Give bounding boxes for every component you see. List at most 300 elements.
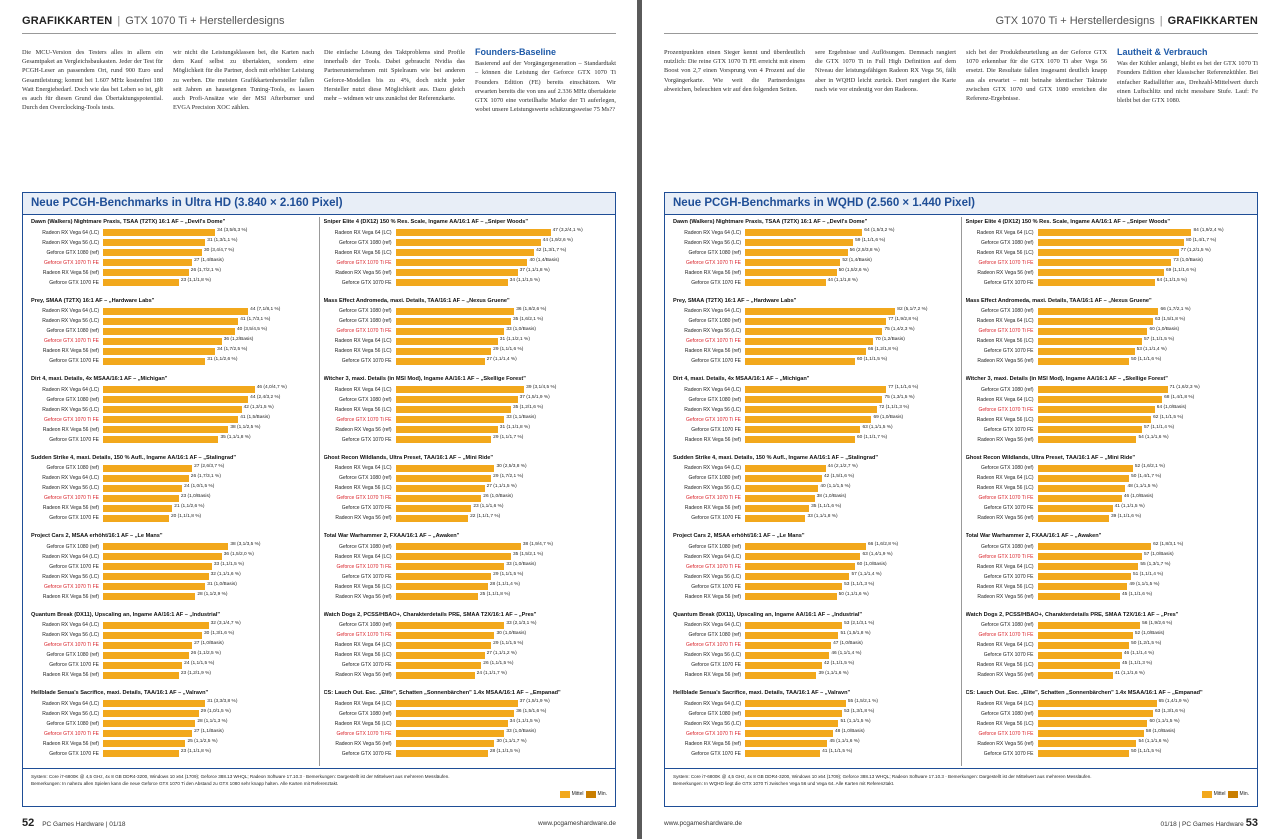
- bar-row: [324, 709, 608, 719]
- bar: [103, 406, 242, 413]
- bar-track: [745, 406, 957, 413]
- bar-track: [1038, 622, 1250, 629]
- bar: [745, 573, 849, 580]
- bar-value: 36 (1,5/2,0 %): [223, 552, 254, 557]
- bar-value: 29 (1,1/1,5 %): [493, 572, 524, 577]
- bar-value: 41 (1,5/Basis): [240, 415, 270, 420]
- bar-row: [673, 463, 957, 473]
- bar-value: 22 (1,1/1,7 %): [470, 513, 501, 519]
- bar-row: [31, 326, 315, 336]
- bar-value: 64 (1,1/1,5 %): [1156, 278, 1187, 283]
- bar-value: 73 (1,0/Basis): [1173, 258, 1203, 263]
- bar-label: Geforce GTX 1080 (ref): [338, 318, 392, 324]
- bar: [745, 583, 842, 590]
- bar-track: [745, 465, 957, 472]
- benchmark-game: [324, 376, 608, 455]
- bar-label: Geforce GTX 1070 FE: [49, 563, 99, 570]
- bar-label: Geforce GTX 1080 (ref): [338, 308, 392, 314]
- benchmark-game: [324, 533, 608, 612]
- header-rule: [664, 33, 1258, 34]
- bar-row: [673, 493, 957, 503]
- bar-row: [324, 405, 608, 415]
- bar: [745, 495, 815, 502]
- bar-value: 47 (1,0/Basis): [833, 640, 863, 646]
- bar-row: [31, 542, 315, 552]
- bar: [1038, 583, 1128, 590]
- bar-label: Radeon RX Vega 56 (ref): [977, 436, 1034, 443]
- bar-track: [1038, 740, 1250, 747]
- bar-track: [1038, 249, 1250, 256]
- bar-value: 82 (5,1/7,2 %): [897, 306, 928, 312]
- bar-value: 44 (1,9/2,6 %): [542, 238, 573, 243]
- bar-label: Geforce GTX 1080 (ref): [338, 396, 392, 403]
- bar-label: Geforce GTX 1070 Ti FE: [978, 632, 1034, 638]
- bar-value: 21 (1,1/2,6 %): [174, 503, 205, 509]
- bar-label: Geforce GTX 1080 (ref): [980, 622, 1034, 628]
- bar-row: [324, 493, 608, 503]
- bar-row: [31, 473, 315, 483]
- bar-label: Radeon RX Vega 56 (ref): [684, 740, 741, 747]
- bar: [396, 583, 488, 590]
- bar-value: 29 (1,0/1,5 %): [200, 709, 231, 714]
- section-label: GRAFIKKARTEN: [22, 15, 113, 27]
- bar-label: Radeon RX Vega 64 (LC): [976, 563, 1034, 570]
- bar-label: Geforce GTX 1070 Ti FE: [978, 328, 1034, 334]
- bar-track: [396, 416, 608, 423]
- bar-value: 38 (3,1/3,5 %): [230, 542, 261, 547]
- bar: [396, 642, 492, 649]
- bar-row: [324, 503, 608, 513]
- bar-value: 57 (1,1/1,5 %): [1143, 336, 1175, 342]
- bar-label: Geforce GTX 1070 FE: [691, 515, 741, 521]
- bar-row: [324, 385, 608, 395]
- bar-row: [673, 650, 957, 660]
- bar-row: [673, 346, 957, 356]
- bar-label: Geforce GTX 1070 Ti FE: [685, 730, 741, 737]
- bar-row: [31, 660, 315, 670]
- bar-value: 32 (1,1/1,6 %): [210, 572, 241, 577]
- bar-label: Geforce GTX 1070 FE: [983, 652, 1034, 658]
- bar-row: [966, 435, 1250, 445]
- bar-value: 26 (1,0/Basis): [483, 493, 513, 499]
- paragraph: Basierend auf der Vorgängergeneration – Standardtakt – können die Leistung der Geforce GTX 1070 Ti Founders Edition (FE) bereits einschätzen. Wir erwarten bereits die von uns auf 2.336 MHz übertaktete GTX 1070 eine vorteilhafte Marke der Ti auferlegen, wobei unsere Leistungswerte schätzungsweise 75 Ms??: [475, 60, 616, 114]
- bar-row: [324, 228, 608, 238]
- bar: [1038, 406, 1155, 413]
- bar-track: [745, 750, 957, 757]
- bar-track: [396, 710, 608, 717]
- footnote-remarks: Bemerkungen: In nahezu allen Spielen kann die neue Geforce GTX 1070 Ti den Abstand zu GTX 1080 sehr knapp halten. Alle Karten mit Referenztakt.: [31, 781, 339, 786]
- bar-value: 27 (1,1/1,5 %): [486, 483, 517, 489]
- bar-row: [966, 552, 1250, 562]
- bar-value: 29 (1,7/2,1 %): [493, 473, 524, 479]
- bar-row: [966, 749, 1250, 759]
- bar-row: [673, 660, 957, 670]
- bar-row: [31, 346, 315, 356]
- bar: [745, 279, 826, 286]
- bar-row: [31, 670, 315, 680]
- bar-track: [745, 622, 957, 629]
- bar: [103, 543, 228, 550]
- bar-label: Geforce GTX 1070 FE: [691, 583, 741, 590]
- bar-label: Geforce GTX 1070 FE: [49, 358, 99, 364]
- bar-value: 50 (1,5/2,6 %): [838, 268, 869, 273]
- bar-label: Radeon RX Vega 56 (ref): [42, 269, 99, 276]
- bar: [1038, 543, 1152, 550]
- bar-label: Geforce GTX 1070 FE: [341, 505, 392, 511]
- bar-value: 36 (1,2/Basis): [223, 336, 254, 342]
- bar-value: 35 (1,5/2,1 %): [512, 552, 544, 557]
- bar-track: [103, 700, 315, 707]
- bar-value: 30 (1,1/1,7 %): [496, 739, 527, 744]
- bar-track: [1038, 563, 1250, 570]
- paragraph: sere Ergebnisse und Auflösungen. Demnach rangiert die GTX 1070 Ti in Full High Definition auf dem Niveau der leistungsfähigen Radeon RX Vega 56, fällt aber in WQHD leicht zurück. Dort rangiert die Karte nach wie vor eindeutig vor den Radeons.: [815, 49, 956, 93]
- bar-track: [103, 338, 315, 345]
- subheading: Lautheit & Verbrauch: [1117, 48, 1208, 57]
- bar-label: Radeon RX Vega 56 (LC): [684, 328, 741, 334]
- game-title: Watch Dogs 2, PCSS/HBAO+, Charakterdetails PRE, SMAA T2X/16:1 AF – „Pres": [965, 611, 1179, 618]
- bar-value: 40 (1,4/Basis): [529, 258, 560, 263]
- bar: [396, 396, 518, 403]
- text-column: [664, 48, 805, 186]
- bar-row: [966, 326, 1250, 336]
- bar-row: [673, 278, 957, 288]
- benchmark-game: [31, 612, 315, 691]
- bar-track: [1038, 426, 1250, 433]
- bar-value: 66 (1,6/2,8 %): [867, 542, 899, 547]
- bar-track: [396, 436, 608, 443]
- bar-value: 60 (1,1/1,5 %): [1149, 719, 1180, 724]
- bar: [103, 515, 169, 522]
- bar-value: 33 (1,0/Basis): [506, 326, 536, 332]
- bar-label: Radeon RX Vega 56 (LC): [42, 573, 99, 580]
- bar: [745, 465, 826, 472]
- bar-row: [31, 640, 315, 650]
- bar: [745, 543, 866, 550]
- bar-label: Radeon RX Vega 64 (LC): [334, 229, 392, 236]
- bar-row: [324, 356, 608, 366]
- bar-value: 46 (1,0/Basis): [1123, 493, 1154, 499]
- bar-value: 34 (1,1/1,5 %): [509, 278, 540, 283]
- bar: [396, 338, 498, 345]
- bar: [103, 229, 215, 236]
- bar-label: Radeon RX Vega 64 (LC): [976, 700, 1034, 707]
- bar-track: [103, 436, 315, 443]
- bar-row: [324, 463, 608, 473]
- game-title: Sudden Strike 4, maxi. Details, 150 % Aufl., Ingame AA/16:1 AF – „Stalingrad": [673, 454, 879, 461]
- bar-track: [103, 426, 315, 433]
- bar-row: [31, 278, 315, 288]
- topic-label: GTX 1070 Ti + Herstellerdesigns: [995, 15, 1155, 27]
- bar-value: 57 (1,1/1,4 %): [851, 572, 882, 577]
- bar-track: [1038, 672, 1250, 679]
- bar-label: Geforce GTX 1070 Ti FE: [43, 416, 99, 423]
- bar-value: 75 (1,4/2,3 %): [884, 326, 915, 332]
- bar-row: [966, 463, 1250, 473]
- bar: [396, 700, 518, 707]
- bar: [396, 515, 469, 522]
- bar-value: 60 (1,1/1,5 %): [856, 356, 888, 362]
- bar-label: Geforce GTX 1070 Ti FE: [336, 632, 392, 638]
- bar-value: 53 (1,1/1,4 %): [1136, 346, 1167, 352]
- bar-track: [103, 358, 315, 365]
- bar: [745, 720, 838, 727]
- bar-value: 53 (2,1/3,1 %): [844, 620, 875, 626]
- bar-track: [103, 573, 315, 580]
- bar-track: [396, 308, 608, 315]
- bar-track: [396, 573, 608, 580]
- bar-value: 28 (1,1/1,5 %): [489, 749, 521, 754]
- bar: [1038, 348, 1135, 355]
- bar-track: [745, 662, 957, 669]
- bar-track: [103, 710, 315, 717]
- bar-label: Radeon RX Vega 56 (ref): [42, 505, 99, 511]
- bar: [745, 229, 862, 236]
- bar-label: Radeon RX Vega 64 (LC): [334, 465, 392, 471]
- bar-row: [673, 395, 957, 405]
- bar-track: [1038, 573, 1250, 580]
- bar-track: [1038, 308, 1250, 315]
- game-title: CS: Lauch Out. Esc. „Elite", Schatten „Sonnenbärchen" 1.4x MSAA/16:1 AF – „Empanad": [965, 690, 1203, 696]
- website-url[interactable]: www.pcgameshardware.de: [664, 819, 743, 827]
- benchmark-game: [31, 690, 315, 769]
- game-title: Hellblade Senua's Sacrifice, maxi. Details, TAA/16:1 AF – „Valravn": [31, 690, 209, 696]
- bar-row: [31, 513, 315, 523]
- bar-value: 30 (3,4/4,7 %): [203, 248, 235, 253]
- bar-label: Radeon RX Vega 56 (LC): [334, 720, 392, 727]
- benchmark-title: Neue PCGH-Benchmarks in Ultra HD (3.840 × 2.160 Pixel): [23, 193, 615, 215]
- benchmark-game: [966, 455, 1250, 534]
- bar-value: 45 (1,1/1,6 %): [1121, 592, 1153, 597]
- bar-row: [966, 395, 1250, 405]
- bar-value: 28 (1,1/1,4 %): [489, 582, 521, 587]
- bar-value: 31 (1,1/1,8 %): [499, 425, 530, 430]
- bar-row: [31, 749, 315, 759]
- chart-legend: [1202, 791, 1249, 798]
- bar-label: Radeon RX Vega 64 (LC): [42, 308, 99, 314]
- benchmark-game: [673, 455, 957, 534]
- bar-label: Radeon RX Vega 64 (LC): [42, 475, 99, 481]
- bar-row: [324, 650, 608, 660]
- bar-row: [31, 650, 315, 660]
- bar-row: [31, 415, 315, 425]
- bar-row: [966, 582, 1250, 592]
- bar-track: [103, 328, 315, 335]
- bar-label: Geforce GTX 1070 Ti FE: [43, 730, 99, 737]
- bar-row: [31, 258, 315, 268]
- bar-label: Radeon RX Vega 56 (LC): [976, 485, 1034, 491]
- bar-track: [103, 239, 315, 246]
- bar-label: Geforce GTX 1080 (ref): [46, 465, 99, 471]
- bar-value: 26 (1,7/3,1 %): [190, 473, 221, 479]
- bar: [745, 348, 866, 355]
- bar: [103, 436, 218, 443]
- bar-label: Geforce GTX 1070 Ti FE: [978, 259, 1034, 266]
- bar-track: [396, 495, 608, 502]
- game-title: Quantum Break (DX11), Upscaling an, Ingame AA/16:1 AF – „Industrial": [31, 611, 221, 618]
- game-title: Quantum Break (DX11), Upscaling an, Ingame AA/16:1 AF – „Industrial": [673, 611, 863, 618]
- bar: [1038, 239, 1185, 246]
- bar-value: 29 (1,1/1,5 %): [493, 640, 524, 646]
- game-title: Project Cars 2, MSAA erhöht/16:1 AF – „Le Mans": [673, 533, 805, 539]
- bar-row: [966, 699, 1250, 709]
- bar-row: [31, 582, 315, 592]
- bar-track: [1038, 229, 1250, 236]
- bar-row: [324, 739, 608, 749]
- bar-track: [1038, 730, 1250, 737]
- bar-label: Geforce GTX 1070 Ti FE: [685, 338, 741, 344]
- bar-label: Geforce GTX 1080 (ref): [46, 652, 99, 658]
- bar-track: [396, 720, 608, 727]
- bar-row: [966, 709, 1250, 719]
- bar-track: [745, 259, 957, 266]
- bar: [1038, 328, 1148, 335]
- bar: [396, 386, 525, 393]
- bar-value: 24 (1,0/1,5 %): [184, 483, 215, 489]
- benchmark-game: [673, 612, 957, 691]
- bar-value: 38 (1,9/4,7 %): [522, 542, 554, 547]
- bar-label: Geforce GTX 1080 (ref): [46, 543, 99, 550]
- bar-label: Geforce GTX 1080 (ref): [46, 396, 99, 403]
- bar-value: 37 (1,5/1,9 %): [519, 395, 550, 400]
- bar-value: 62 (1,1/1,5 %): [1153, 415, 1184, 420]
- bar-row: [31, 719, 315, 729]
- bar-row: [673, 709, 957, 719]
- bar-row: [324, 749, 608, 759]
- benchmark-game: [673, 298, 957, 377]
- bar-value: 50 (1,1/1,6 %): [1131, 356, 1162, 362]
- bar: [1038, 573, 1131, 580]
- bar: [1038, 672, 1113, 679]
- bar-track: [745, 583, 957, 590]
- bar-track: [103, 318, 315, 325]
- bar-value: 46 (1,1/1,4 %): [1123, 650, 1154, 656]
- bar-value: 27 (1,1/1,4 %): [486, 356, 517, 362]
- bar-label: Geforce GTX 1080 (ref): [46, 720, 99, 727]
- bar-track: [103, 465, 315, 472]
- bar: [103, 710, 199, 717]
- bar-track: [396, 583, 608, 590]
- bar-value: 33 (1,1/1,5 %): [213, 562, 245, 567]
- text-column: [173, 48, 314, 186]
- bar-row: [673, 739, 957, 749]
- bar-label: Geforce GTX 1070 Ti FE: [336, 495, 392, 501]
- bar: [1038, 229, 1192, 236]
- bar-label: Radeon RX Vega 56 (LC): [334, 583, 392, 590]
- bar: [396, 269, 518, 276]
- bar: [745, 750, 820, 757]
- bar-row: [324, 670, 608, 680]
- bar: [1038, 622, 1141, 629]
- bar: [103, 593, 195, 600]
- bar-track: [745, 632, 957, 639]
- bar-row: [673, 473, 957, 483]
- bar-row: [31, 699, 315, 709]
- bar-label: Radeon RX Vega 56 (ref): [335, 515, 392, 521]
- bar-label: Geforce GTX 1080 (ref): [338, 543, 392, 550]
- bar: [745, 358, 855, 365]
- bar-label: Radeon RX Vega 56 (LC): [334, 485, 392, 491]
- bar-label: Radeon RX Vega 64 (LC): [684, 553, 741, 560]
- bar: [745, 553, 860, 560]
- benchmark-game: [31, 376, 315, 455]
- website-url[interactable]: www.pcgameshardware.de: [537, 819, 616, 827]
- bar-row: [966, 572, 1250, 582]
- bar-label: Geforce GTX 1070 Ti FE: [685, 563, 741, 570]
- bar: [745, 622, 842, 629]
- bar-value: 33 (1,0/Basis): [506, 729, 536, 734]
- bar-row: [966, 542, 1250, 552]
- bar-track: [396, 465, 608, 472]
- bar-row: [324, 660, 608, 670]
- bar-value: 44 (1,1/1,8 %): [827, 278, 858, 283]
- bar-row: [31, 552, 315, 562]
- bar-value: 25 (1,1/2,5 %): [187, 739, 218, 744]
- bar-row: [324, 592, 608, 602]
- bar-value: 63 (1,1/1,5 %): [862, 425, 893, 430]
- bar-track: [745, 386, 957, 393]
- bar-track: [396, 229, 608, 236]
- bar-row: [324, 435, 608, 445]
- bar-value: 51 (1,1/1,4 %): [1132, 572, 1164, 577]
- bar-label: Radeon RX Vega 56 (LC): [976, 249, 1034, 256]
- bar-label: Geforce GTX 1070 Ti FE: [685, 259, 741, 266]
- benchmark-game: [673, 376, 957, 455]
- bar-track: [396, 485, 608, 492]
- bar-track: [396, 642, 608, 649]
- bar-value: 47 (3,2/4,1 %): [552, 228, 583, 233]
- bar: [1038, 505, 1113, 512]
- bar-value: 24 (1,1/1,7 %): [476, 670, 507, 676]
- benchmark-game: [324, 455, 608, 534]
- bar-label: Geforce GTX 1070 FE: [691, 358, 741, 364]
- bar: [1038, 259, 1172, 266]
- bar-row: [673, 640, 957, 650]
- bar-track: [103, 505, 315, 512]
- bar-label: Radeon RX Vega 56 (ref): [684, 269, 741, 276]
- text-column: [22, 48, 163, 186]
- game-title: Sniper Elite 4 (DX12) 150 % Res. Scale, Ingame AA/16:1 AF – „Sniper Woods": [965, 219, 1171, 225]
- bar-track: [1038, 318, 1250, 325]
- game-title: Ghost Recon Wildlands, Ultra Preset, TAA/16:1 AF – „Mini Ride": [965, 454, 1136, 461]
- bar: [745, 710, 842, 717]
- paragraph: Die einfache Lösung des Taktproblems sind Profile innerhalb der Tools. Dabei gebraucht Nvidia das Partnerunternehmen mit Spielraum wie bei anderen Geforce-Modellen bis zu 4%, doch nicht jeder Hersteller nutzt diese Möglichkeit aus. Dazu gleich mehr – widmen wir uns zunächst der Referenzkarte.: [324, 49, 465, 103]
- bar: [103, 563, 212, 570]
- bar: [103, 485, 182, 492]
- bar-track: [396, 396, 608, 403]
- bar-row: [673, 425, 957, 435]
- bar: [396, 543, 521, 550]
- bar-label: Radeon RX Vega 64 (LC): [334, 386, 392, 393]
- bar-track: [745, 672, 957, 679]
- bar: [396, 426, 498, 433]
- bar-value: 46 (4,0/4,7 %): [256, 385, 287, 390]
- bar-label: Radeon RX Vega 56 (ref): [335, 740, 392, 747]
- bar-row: [966, 425, 1250, 435]
- bar: [103, 583, 205, 590]
- bar-row: [673, 258, 957, 268]
- bar-label: Geforce GTX 1080 (ref): [46, 249, 99, 256]
- bar-row: [324, 620, 608, 630]
- bar: [745, 426, 860, 433]
- bar: [745, 396, 882, 403]
- running-header: [22, 12, 616, 30]
- bar-value: 35 (1,6/2,1 %): [512, 316, 544, 322]
- bar: [103, 475, 189, 482]
- bar-value: 63 (1,3/1,6 %): [1154, 709, 1186, 714]
- bar-track: [396, 386, 608, 393]
- bar-row: [673, 268, 957, 278]
- benchmark-game: [324, 690, 608, 769]
